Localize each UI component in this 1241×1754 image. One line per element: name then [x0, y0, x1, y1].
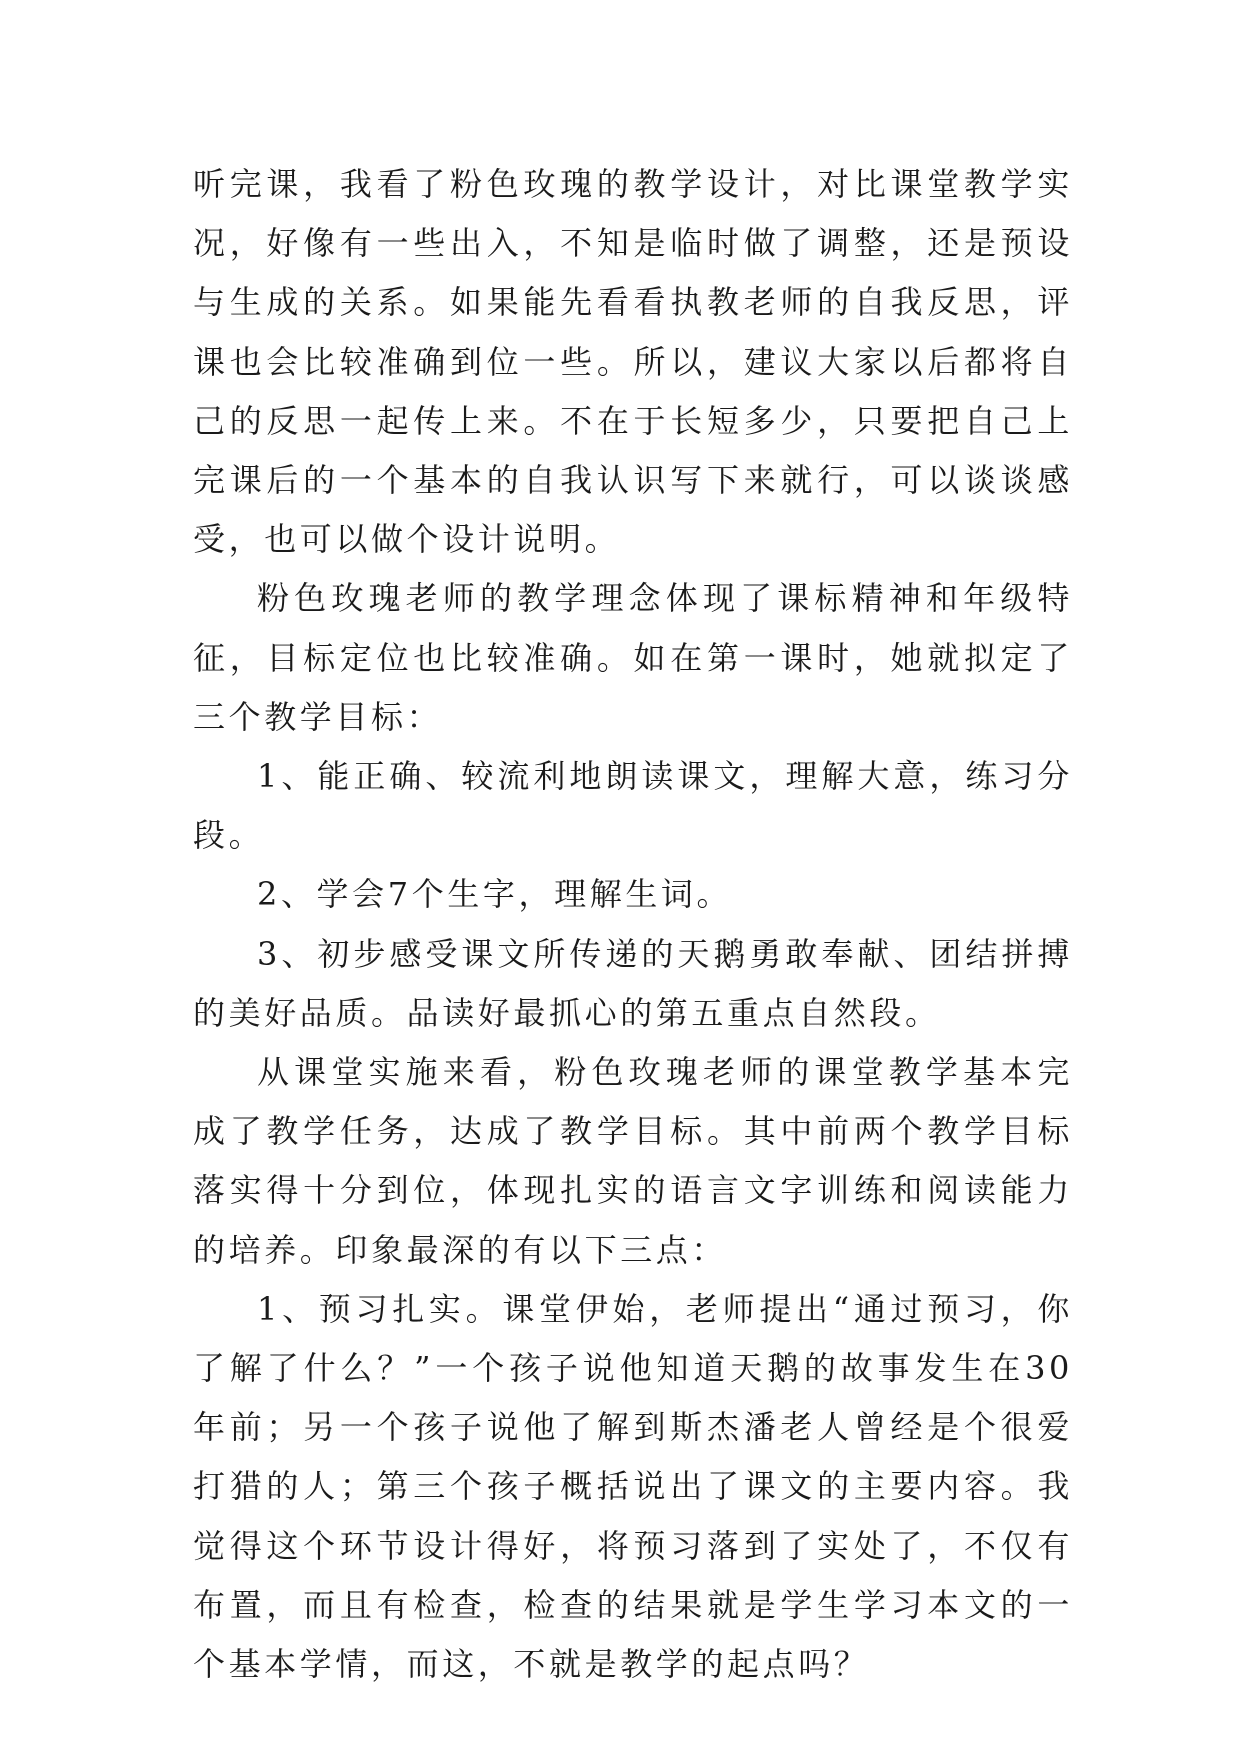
- goal-item-2: 2、学会7个生字，理解生词。: [257, 875, 733, 914]
- paragraph-1: 听完课，我看了粉色玫瑰的教学设计，对比课堂教学实况，好像有一些出入，不知是临时做了调整，还是预设与生成的关系。如果能先看看执教老师的自我反思，评课也会比较准确到位一些。所以，建议大家以后都将自己的反思一起传上来。不在于长短多少，只要把自己上完课后的一个基本的自我认识写下来就行，可以谈谈感受，也可以做个设计说明。: [193, 165, 1073, 559]
- goal-item-1: 1、能正确、较流利地朗读课文，理解大意，练习分段。: [193, 757, 1073, 855]
- paragraph-3: 从课堂实施来看，粉色玫瑰老师的课堂教学基本完成了教学任务，达成了教学目标。其中前两个教学目标落实得十分到位，体现扎实的语言文字训练和阅读能力的培养。印象最深的有以下三点：: [193, 1053, 1073, 1269]
- paragraph-2: 粉色玫瑰老师的教学理念体现了课标精神和年级特征，目标定位也比较准确。如在第一课时，她就拟定了三个教学目标：: [193, 579, 1073, 736]
- highlight-item-1: 1、预习扎实。课堂伊始，老师提出“通过预习，你了解了什么？”一个孩子说他知道天鹅的故事发生在30年前；另一个孩子说他了解到斯杰潘老人曾经是个很爱打猎的人；第三个孩子概括说出了课文的主要内容。我觉得这个环节设计得好，将预习落到了实处了，不仅有布置，而且有检查，检查的结果就是学生学习本文的一个基本学情，而这，不就是教学的起点吗？: [193, 1289, 1073, 1684]
- goal-item-3: 3、初步感受课文所传递的天鹅勇敢奉献、团结拼搏的美好品质。品读好最抓心的第五重点自然段。: [193, 934, 1073, 1032]
- document-body: [193, 155, 1073, 1694]
